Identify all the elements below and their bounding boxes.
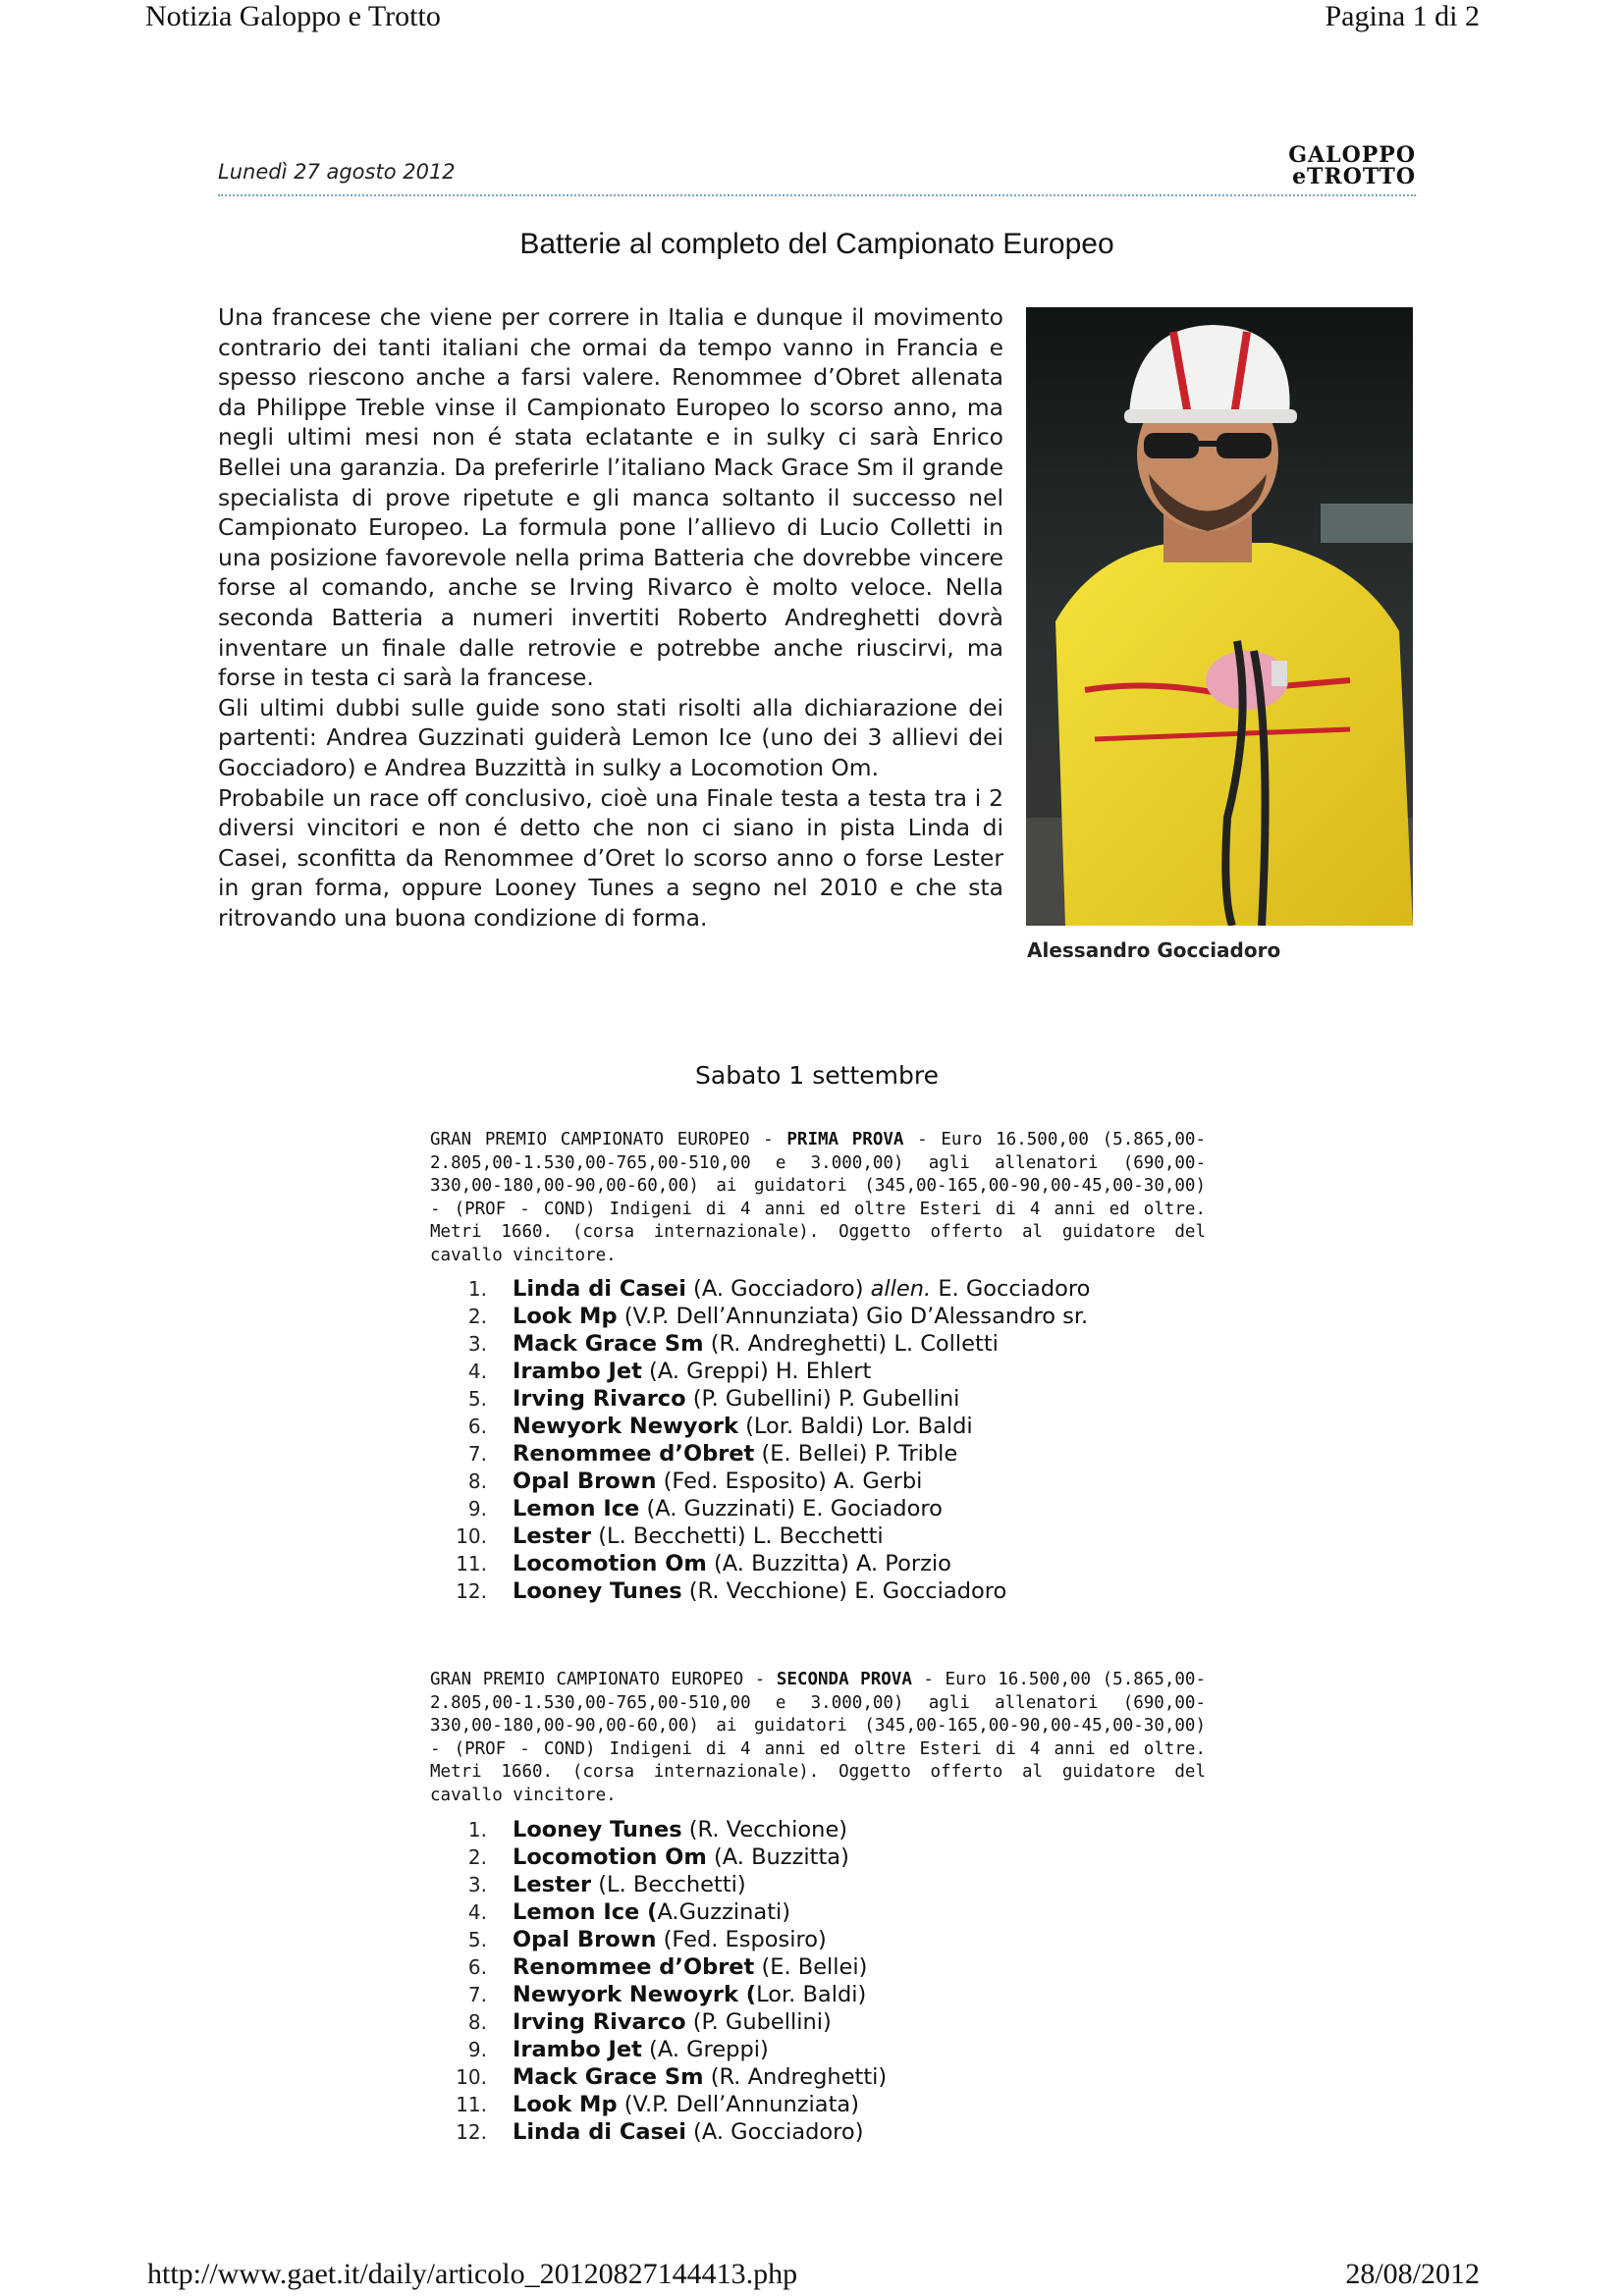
- entry-number: 8.: [467, 1469, 487, 1493]
- horse-name: Looney Tunes: [513, 1578, 682, 1604]
- horse-name: Locomotion Om: [513, 1844, 707, 1870]
- entry-driver: (L. Becchetti): [591, 1872, 746, 1897]
- entry-driver: (P. Gubellini): [685, 2009, 832, 2035]
- horse-name: Renommee d’Obret: [513, 1441, 755, 1467]
- entry-trainer: E. Gocciadoro: [931, 1276, 1091, 1302]
- entry-row: [452, 1981, 887, 2008]
- entry-number: 9.: [467, 2038, 487, 2061]
- horse-name: Lemon Ice: [513, 1496, 640, 1522]
- article-paragraph: Probabile un race off conclusivo, cioè una Finale testa a testa tra i 2 diversi vincitori e non é detto che non ci siano in pista Linda di Casei, sconfitta da Renommee d’Oret lo scorso anno o forse Lester in gran forma, oppure Looney Tunes a segno nel 2010 e che sta ritrovando una buona condizione di forma.: [218, 783, 1003, 932]
- entry-driver: (Lor. Baldi) Lor. Baldi: [737, 1414, 973, 1439]
- entry-row: [452, 1413, 1090, 1440]
- entry-number: 6.: [467, 1955, 487, 1979]
- horse-name: Newyork Newyork: [513, 1414, 738, 1439]
- entry-number: 5.: [467, 1928, 487, 1951]
- entry-driver: A.Guzzinati): [657, 1899, 791, 1925]
- horse-name: Linda di Casei: [513, 1276, 686, 1302]
- horse-name: Lemon Ice (: [513, 1899, 658, 1925]
- race-1-description: [430, 1129, 1206, 1268]
- entry-row: [452, 1577, 1090, 1605]
- horse-name: Looney Tunes: [513, 1817, 682, 1842]
- entry-row: [452, 1816, 887, 1843]
- horse-name: Newyork Newoyrk (: [513, 1982, 757, 2007]
- entry-row: [452, 1275, 1090, 1303]
- entry-driver: (R. Vecchione): [681, 1817, 848, 1842]
- horse-name: Lester: [513, 1872, 592, 1897]
- race-1-prefix: GRAN PREMIO CAMPIONATO EUROPEO -: [430, 1130, 787, 1149]
- entry-row: [452, 1898, 887, 1926]
- entry-number: 12.: [456, 1579, 487, 1603]
- race-1-details: - Euro 16.500,00 (5.865,00-2.805,00-1.530,00-765,00-510,00 e 3.000,00) agli allenatori (690,00-330,00-180,00-90,00-60,00) ai guidatori (345,00-165,00-90,00-45,00-30,00) - (PROF - COND) Indigeni di 4 anni ed oltre Esteri di 4 anni ed oltre. Metri 1660. (corsa internazionale). Oggetto offerto al guidatore del cavallo vincitore.: [430, 1130, 1206, 1265]
- entry-number: 11.: [456, 2093, 487, 2116]
- entry-number: 9.: [467, 1497, 487, 1521]
- article-date: Lunedì 27 agosto 2012: [218, 160, 456, 184]
- entry-driver: (R. Andreghetti): [703, 2064, 888, 2090]
- print-footer-url: http://www.gaet.it/daily/articolo_20120827144413.php: [147, 2258, 798, 2290]
- entry-row: [452, 2008, 887, 2036]
- galoppo-trotto-logo: [1280, 144, 1416, 189]
- entry-driver: (A. Buzzitta) A. Porzio: [706, 1551, 951, 1576]
- photo-caption: Alessandro Gocciadoro: [1027, 938, 1281, 962]
- entry-row: [452, 1522, 1090, 1550]
- entry-number: 1.: [467, 1277, 487, 1301]
- entry-driver: (R. Andreghetti) L. Colletti: [703, 1331, 999, 1357]
- entry-number: 3.: [467, 1332, 487, 1356]
- entry-number: 8.: [467, 2010, 487, 2034]
- race-1-entries: [452, 1275, 1090, 1605]
- race-2-details: - Euro 16.500,00 (5.865,00-2.805,00-1.530,00-765,00-510,00 e 3.000,00) agli allenatori (690,00-330,00-180,00-90,00-60,00) ai guidatori (345,00-165,00-90,00-45,00-30,00) - (PROF - COND) Indigeni di 4 anni ed oltre Esteri di 4 anni ed oltre. Metri 1660. (corsa internazionale). Oggetto offerto al guidatore del cavallo vincitore.: [430, 1670, 1206, 1805]
- horse-name: Lester: [513, 1523, 592, 1549]
- entry-driver: (V.P. Dell’Annunziata): [617, 2092, 859, 2117]
- horse-name: Irambo Jet: [513, 2037, 642, 2062]
- masthead-divider: [218, 194, 1416, 196]
- entry-driver: (E. Bellei) P. Trible: [754, 1441, 958, 1467]
- entry-row: [452, 1953, 887, 1981]
- entry-number: 10.: [456, 2065, 487, 2089]
- entry-number: 2.: [467, 1845, 487, 1869]
- entry-driver: (P. Gubellini) P. Gubellini: [685, 1386, 960, 1412]
- entry-trainer-label: allen.: [870, 1276, 932, 1302]
- driver-photo: [1026, 307, 1413, 926]
- logo-line-2: eTROTTO: [1292, 164, 1416, 189]
- horse-name: Renommee d’Obret: [513, 1954, 755, 1980]
- print-header-title: Notizia Galoppo e Trotto: [145, 0, 441, 32]
- horse-name: Irambo Jet: [513, 1359, 642, 1384]
- race-2-name: SECONDA PROVA: [776, 1670, 912, 1689]
- entry-row: [452, 1495, 1090, 1522]
- entry-driver: (Fed. Esposito) A. Gerbi: [656, 1468, 923, 1494]
- entry-driver: (Fed. Esposiro): [656, 1927, 827, 1952]
- entry-row: [452, 1330, 1090, 1358]
- horse-name: Locomotion Om: [513, 1551, 707, 1576]
- entry-row: [452, 2091, 887, 2118]
- race-day-heading: Sabato 1 settembre: [695, 1061, 939, 1090]
- entry-driver: (V.P. Dell’Annunziata) Gio D’Alessandro sr.: [617, 1304, 1089, 1329]
- horse-name: Linda di Casei: [513, 2119, 686, 2145]
- entry-driver: (A. Gocciadoro): [685, 1276, 871, 1302]
- entry-row: [452, 1440, 1090, 1468]
- entry-row: [452, 1871, 887, 1898]
- entry-driver: (A. Gocciadoro): [685, 2119, 864, 2145]
- entry-number: 5.: [467, 1387, 487, 1411]
- print-header-page: Pagina 1 di 2: [1325, 0, 1480, 32]
- race-1-name: PRIMA PROVA: [786, 1130, 904, 1149]
- entry-row: [452, 1843, 887, 1871]
- article-paragraph: Gli ultimi dubbi sulle guide sono stati risolti alla dichiarazione dei partenti: Andrea Guzzinati guiderà Lemon Ice (uno dei 3 allievi dei Gocciadoro) e Andrea Buzzittà in sulky a Locomotion Om.: [218, 693, 1003, 781]
- entry-row: [452, 2063, 887, 2091]
- entry-number: 4.: [467, 1360, 487, 1383]
- entry-number: 10.: [456, 1524, 487, 1548]
- entry-number: 11.: [456, 1552, 487, 1575]
- entry-number: 3.: [467, 1873, 487, 1896]
- entry-number: 2.: [467, 1305, 487, 1328]
- entry-number: 6.: [467, 1415, 487, 1438]
- entry-driver: (A. Buzzitta): [706, 1844, 849, 1870]
- entry-number: 4.: [467, 1900, 487, 1924]
- entry-number: 7.: [467, 1442, 487, 1466]
- entry-driver: (R. Vecchione) E. Gocciadoro: [681, 1578, 1007, 1604]
- article-body: [218, 302, 1003, 933]
- entry-driver: (E. Bellei): [754, 1954, 868, 1980]
- race-2-description: [430, 1669, 1206, 1808]
- logo-line-1: GALOPPO: [1288, 142, 1416, 168]
- article-title: Batterie al completo del Campionato Europeo: [519, 228, 1114, 260]
- horse-name: Irving Rivarco: [513, 1386, 686, 1412]
- race-2-prefix: GRAN PREMIO CAMPIONATO EUROPEO -: [430, 1670, 777, 1689]
- article-paragraph: Una francese che viene per correre in Italia e dunque il movimento contrario dei tanti italiani che ormai da tempo vanno in Francia e spesso riescono anche a farsi valere. Renommee d’Obret allenata da Philippe Treble vinse il Campionato Europeo lo scorso anno, ma negli ultimi mesi non é stata eclatante e in sulky ci sarà Enrico Bellei una garanzia. Da preferirle l’italiano Mack Grace Sm il grande specialista di prove ripetute e gli manca soltanto il successo nel Campionato Europeo. La formula pone l’allievo di Lucio Colletti in una posizione favorevole nella prima Batteria che dovrebbe vincere forse al comando, anche se Irving Rivarco è molto veloce. Nella seconda Batteria a numeri invertiti Roberto Andreghetti dovrà inventare un finale dalle retrovie e potrebbe anche riuscirvi, ma forse in testa ci sarà la francese.: [218, 303, 1003, 692]
- entry-row: [452, 1926, 887, 1953]
- entry-row: [452, 2118, 887, 2146]
- entry-driver: (A. Greppi) H. Ehlert: [641, 1359, 872, 1384]
- entry-row: [452, 1358, 1090, 1385]
- entry-row: [452, 1468, 1090, 1495]
- entry-row: [452, 1385, 1090, 1413]
- horse-name: Opal Brown: [513, 1927, 657, 1952]
- horse-name: Irving Rivarco: [513, 2009, 686, 2035]
- entry-driver: (L. Becchetti) L. Becchetti: [591, 1523, 884, 1549]
- entry-driver: Lor. Baldi): [756, 1982, 867, 2007]
- entry-row: [452, 1550, 1090, 1577]
- entry-number: 12.: [456, 2120, 487, 2144]
- horse-name: Look Mp: [513, 2092, 618, 2117]
- entry-number: 1.: [467, 1818, 487, 1842]
- entry-row: [452, 2036, 887, 2063]
- horse-name: Mack Grace Sm: [513, 2064, 704, 2090]
- print-footer-date: 28/08/2012: [1345, 2258, 1480, 2290]
- entry-driver: (A. Guzzinati) E. Gociadoro: [639, 1496, 943, 1522]
- horse-name: Look Mp: [513, 1304, 618, 1329]
- horse-name: Opal Brown: [513, 1468, 657, 1494]
- entry-driver: (A. Greppi): [641, 2037, 769, 2062]
- entry-number: 7.: [467, 1983, 487, 2006]
- entry-row: [452, 1303, 1090, 1330]
- horse-name: Mack Grace Sm: [513, 1331, 704, 1357]
- race-2-entries: [452, 1816, 887, 2146]
